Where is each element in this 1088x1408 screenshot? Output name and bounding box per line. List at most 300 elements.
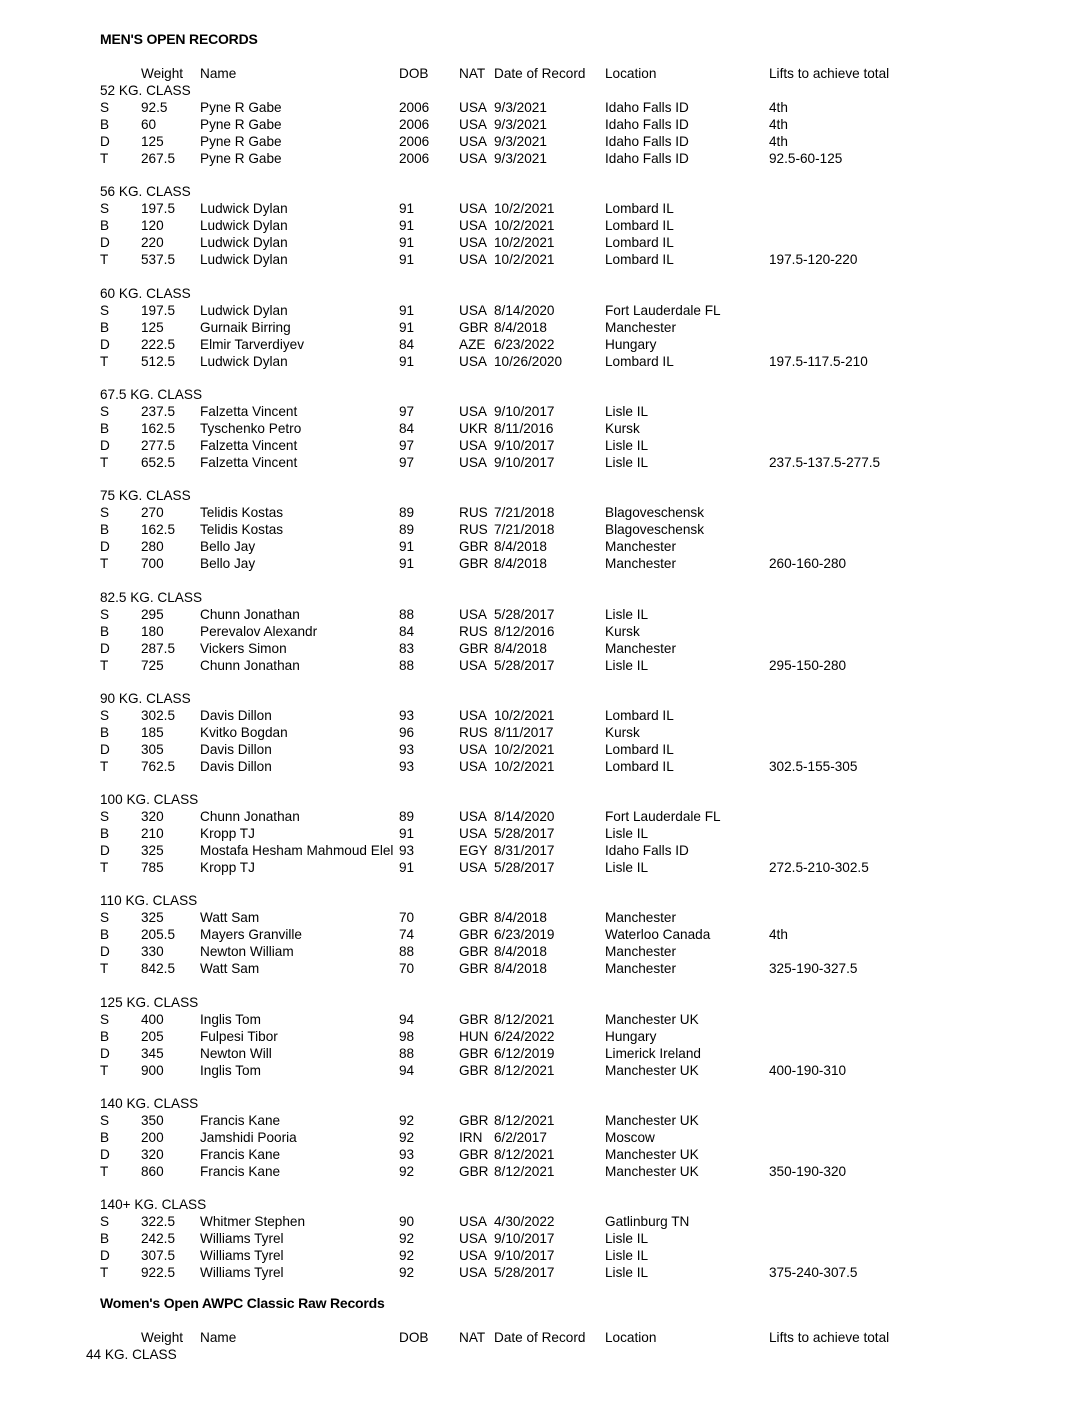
record-dob: 97 bbox=[399, 438, 415, 453]
record-weight: 325 bbox=[141, 843, 164, 858]
record-row bbox=[0, 133, 1088, 150]
weight-class-label: 110 KG. CLASS bbox=[100, 893, 198, 908]
record-code: B bbox=[100, 117, 110, 132]
record-nat: IRN bbox=[459, 1130, 483, 1145]
record-lifts: 325-190-327.5 bbox=[769, 961, 858, 976]
record-code: B bbox=[100, 1130, 110, 1145]
record-row bbox=[0, 251, 1088, 268]
record-weight: 345 bbox=[141, 1046, 164, 1061]
record-nat: GBR bbox=[459, 927, 489, 942]
record-nat: USA bbox=[459, 218, 487, 233]
record-date: 7/21/2018 bbox=[494, 505, 555, 520]
record-name: Telidis Kostas bbox=[200, 505, 284, 520]
record-date: 9/3/2021 bbox=[494, 117, 547, 132]
record-nat: USA bbox=[459, 303, 487, 318]
record-date: 8/4/2018 bbox=[494, 961, 547, 976]
record-name: Falzetta Vincent bbox=[200, 438, 298, 453]
record-code: S bbox=[100, 201, 110, 216]
record-location: Lombard IL bbox=[605, 708, 674, 723]
col-date: Date of Record bbox=[494, 66, 586, 81]
record-weight: 320 bbox=[141, 1147, 164, 1162]
record-nat: USA bbox=[459, 354, 487, 369]
record-row bbox=[0, 504, 1088, 521]
record-date: 8/4/2018 bbox=[494, 641, 547, 656]
record-dob: 92 bbox=[399, 1130, 415, 1145]
record-code: B bbox=[100, 927, 110, 942]
record-weight: 305 bbox=[141, 742, 164, 757]
record-weight: 180 bbox=[141, 624, 164, 639]
record-location: Manchester bbox=[605, 961, 677, 976]
record-location: Lisle IL bbox=[605, 455, 649, 470]
record-dob: 93 bbox=[399, 708, 415, 723]
record-name: Williams Tyrel bbox=[200, 1265, 284, 1280]
record-code: S bbox=[100, 303, 110, 318]
record-nat: RUS bbox=[459, 505, 488, 520]
record-weight: 267.5 bbox=[141, 151, 176, 166]
record-weight: 277.5 bbox=[141, 438, 176, 453]
record-dob: 91 bbox=[399, 826, 415, 841]
record-name: Kropp TJ bbox=[200, 826, 255, 841]
record-row bbox=[0, 555, 1088, 572]
record-nat: USA bbox=[459, 117, 487, 132]
record-code: T bbox=[100, 860, 109, 875]
record-nat: RUS bbox=[459, 624, 488, 639]
record-dob: 91 bbox=[399, 218, 415, 233]
record-weight: 125 bbox=[141, 320, 164, 335]
record-weight: 785 bbox=[141, 860, 164, 875]
record-name: Watt Sam bbox=[200, 910, 260, 925]
record-weight: 320 bbox=[141, 809, 164, 824]
weight-class-label: 56 KG. CLASS bbox=[100, 184, 191, 199]
record-weight: 842.5 bbox=[141, 961, 176, 976]
record-location: Lisle IL bbox=[605, 1265, 649, 1280]
record-location: Lisle IL bbox=[605, 658, 649, 673]
record-code: D bbox=[100, 438, 110, 453]
record-dob: 91 bbox=[399, 354, 415, 369]
record-location: Idaho Falls ID bbox=[605, 100, 689, 115]
record-name: Inglis Tom bbox=[200, 1012, 261, 1027]
record-name: Gurnaik Birring bbox=[200, 320, 291, 335]
record-date: 9/10/2017 bbox=[494, 1231, 555, 1246]
record-nat: USA bbox=[459, 151, 487, 166]
record-code: T bbox=[100, 151, 109, 166]
weight-class-label: 67.5 KG. CLASS bbox=[100, 387, 203, 402]
record-weight: 210 bbox=[141, 826, 164, 841]
record-nat: USA bbox=[459, 404, 487, 419]
record-dob: 2006 bbox=[399, 151, 430, 166]
record-name: Jamshidi Pooria bbox=[200, 1130, 297, 1145]
record-weight: 125 bbox=[141, 134, 164, 149]
record-row bbox=[0, 1129, 1088, 1146]
record-location: Idaho Falls ID bbox=[605, 843, 689, 858]
record-weight: 287.5 bbox=[141, 641, 176, 656]
record-dob: 92 bbox=[399, 1265, 415, 1280]
weight-class-label: 60 KG. CLASS bbox=[100, 286, 191, 301]
record-location: Manchester UK bbox=[605, 1113, 699, 1128]
record-name: Newton Will bbox=[200, 1046, 272, 1061]
record-dob: 98 bbox=[399, 1029, 415, 1044]
record-location: Lombard IL bbox=[605, 742, 674, 757]
record-dob: 2006 bbox=[399, 134, 430, 149]
record-dob: 91 bbox=[399, 303, 415, 318]
record-date: 8/12/2021 bbox=[494, 1063, 555, 1078]
record-location: Waterloo Canada bbox=[605, 927, 711, 942]
record-weight: 162.5 bbox=[141, 421, 176, 436]
record-date: 8/14/2020 bbox=[494, 303, 555, 318]
record-nat: GBR bbox=[459, 961, 489, 976]
record-dob: 88 bbox=[399, 944, 415, 959]
record-code: S bbox=[100, 607, 110, 622]
record-row bbox=[0, 454, 1088, 471]
record-date: 5/28/2017 bbox=[494, 826, 555, 841]
record-weight: 162.5 bbox=[141, 522, 176, 537]
record-date: 9/10/2017 bbox=[494, 404, 555, 419]
record-row bbox=[0, 825, 1088, 842]
record-location: Limerick Ireland bbox=[605, 1046, 701, 1061]
record-weight: 220 bbox=[141, 235, 164, 250]
record-date: 10/2/2021 bbox=[494, 759, 555, 774]
record-weight: 512.5 bbox=[141, 354, 176, 369]
record-weight: 922.5 bbox=[141, 1265, 176, 1280]
col-lifts: Lifts to achieve total bbox=[769, 1330, 890, 1345]
record-date: 10/2/2021 bbox=[494, 708, 555, 723]
record-date: 5/28/2017 bbox=[494, 658, 555, 673]
record-date: 5/28/2017 bbox=[494, 860, 555, 875]
record-weight: 197.5 bbox=[141, 303, 176, 318]
record-weight: 197.5 bbox=[141, 201, 176, 216]
record-lifts: 4th bbox=[769, 100, 788, 115]
record-nat: USA bbox=[459, 809, 487, 824]
record-code: B bbox=[100, 522, 110, 537]
weight-class-label: 140+ KG. CLASS bbox=[100, 1197, 207, 1212]
record-weight: 652.5 bbox=[141, 455, 176, 470]
record-name: Elmir Tarverdiyev bbox=[200, 337, 304, 352]
record-lifts: 4th bbox=[769, 927, 788, 942]
record-location: Manchester UK bbox=[605, 1164, 699, 1179]
record-name: Francis Kane bbox=[200, 1113, 281, 1128]
record-code: D bbox=[100, 641, 110, 656]
record-name: Pyne R Gabe bbox=[200, 117, 282, 132]
record-date: 9/10/2017 bbox=[494, 455, 555, 470]
record-name: Inglis Tom bbox=[200, 1063, 261, 1078]
record-location: Manchester bbox=[605, 539, 677, 554]
record-row bbox=[0, 741, 1088, 758]
record-name: Kvitko Bogdan bbox=[200, 725, 288, 740]
record-location: Idaho Falls ID bbox=[605, 134, 689, 149]
record-weight: 205.5 bbox=[141, 927, 176, 942]
record-lifts: 272.5-210-302.5 bbox=[769, 860, 869, 875]
record-location: Fort Lauderdale FL bbox=[605, 303, 721, 318]
record-row bbox=[0, 842, 1088, 859]
col-name: Name bbox=[200, 66, 237, 81]
record-date: 10/26/2020 bbox=[494, 354, 563, 369]
record-dob: 2006 bbox=[399, 117, 430, 132]
record-weight: 860 bbox=[141, 1164, 164, 1179]
record-location: Lombard IL bbox=[605, 354, 674, 369]
record-dob: 91 bbox=[399, 556, 415, 571]
record-weight: 295 bbox=[141, 607, 164, 622]
record-nat: USA bbox=[459, 1248, 487, 1263]
record-date: 8/12/2021 bbox=[494, 1164, 555, 1179]
record-nat: HUN bbox=[459, 1029, 489, 1044]
record-location: Manchester bbox=[605, 944, 677, 959]
record-location: Hungary bbox=[605, 337, 657, 352]
weight-class-label: 82.5 KG. CLASS bbox=[100, 590, 203, 605]
record-weight: 205 bbox=[141, 1029, 164, 1044]
record-name: Falzetta Vincent bbox=[200, 404, 298, 419]
record-dob: 91 bbox=[399, 201, 415, 216]
record-nat: GBR bbox=[459, 1147, 489, 1162]
record-weight: 270 bbox=[141, 505, 164, 520]
record-date: 10/2/2021 bbox=[494, 742, 555, 757]
col-nat: NAT bbox=[459, 66, 486, 81]
record-row bbox=[0, 521, 1088, 538]
record-name: Francis Kane bbox=[200, 1147, 281, 1162]
record-name: Mayers Granville bbox=[200, 927, 302, 942]
record-date: 9/10/2017 bbox=[494, 438, 555, 453]
weight-class-label: 52 KG. CLASS bbox=[100, 83, 191, 98]
record-date: 8/12/2016 bbox=[494, 624, 555, 639]
record-date: 8/12/2021 bbox=[494, 1113, 555, 1128]
record-name: Ludwick Dylan bbox=[200, 303, 288, 318]
weight-class-label: 140 KG. CLASS bbox=[100, 1096, 199, 1111]
record-row bbox=[0, 116, 1088, 133]
record-row bbox=[0, 1062, 1088, 1079]
record-nat: GBR bbox=[459, 320, 489, 335]
record-code: S bbox=[100, 1012, 110, 1027]
record-dob: 91 bbox=[399, 252, 415, 267]
record-row bbox=[0, 1011, 1088, 1028]
record-dob: 89 bbox=[399, 522, 415, 537]
record-row bbox=[0, 420, 1088, 437]
record-location: Manchester UK bbox=[605, 1147, 699, 1162]
col-location: Location bbox=[605, 1330, 657, 1345]
record-code: B bbox=[100, 624, 110, 639]
record-code: B bbox=[100, 218, 110, 233]
record-weight: 330 bbox=[141, 944, 164, 959]
record-dob: 74 bbox=[399, 927, 415, 942]
record-dob: 92 bbox=[399, 1248, 415, 1263]
record-date: 8/4/2018 bbox=[494, 910, 547, 925]
col-nat: NAT bbox=[459, 1330, 486, 1345]
record-dob: 92 bbox=[399, 1231, 415, 1246]
record-code: T bbox=[100, 961, 109, 976]
record-date: 9/3/2021 bbox=[494, 151, 547, 166]
record-dob: 96 bbox=[399, 725, 415, 740]
women-open-records-title: Women's Open AWPC Classic Raw Records bbox=[100, 1295, 385, 1311]
record-weight: 200 bbox=[141, 1130, 164, 1145]
record-dob: 90 bbox=[399, 1214, 415, 1229]
record-nat: USA bbox=[459, 607, 487, 622]
record-name: Williams Tyrel bbox=[200, 1248, 284, 1263]
record-row bbox=[0, 1146, 1088, 1163]
weight-class-label: 125 KG. CLASS bbox=[100, 995, 199, 1010]
weight-class-label: 75 KG. CLASS bbox=[100, 488, 191, 503]
record-name: Ludwick Dylan bbox=[200, 218, 288, 233]
record-lifts: 350-190-320 bbox=[769, 1164, 847, 1179]
record-name: Fulpesi Tibor bbox=[200, 1029, 278, 1044]
record-code: D bbox=[100, 134, 110, 149]
record-code: B bbox=[100, 421, 110, 436]
record-weight: 537.5 bbox=[141, 252, 176, 267]
record-location: Kursk bbox=[605, 421, 640, 436]
record-row bbox=[0, 336, 1088, 353]
record-name: Chunn Jonathan bbox=[200, 658, 300, 673]
record-location: Manchester bbox=[605, 556, 677, 571]
record-name: Pyne R Gabe bbox=[200, 134, 282, 149]
col-name: Name bbox=[200, 1330, 237, 1345]
record-date: 8/4/2018 bbox=[494, 556, 547, 571]
record-location: Idaho Falls ID bbox=[605, 151, 689, 166]
record-location: Kursk bbox=[605, 725, 640, 740]
record-dob: 93 bbox=[399, 843, 415, 858]
record-name: Kropp TJ bbox=[200, 860, 255, 875]
record-date: 7/21/2018 bbox=[494, 522, 555, 537]
record-code: B bbox=[100, 725, 110, 740]
record-row bbox=[0, 200, 1088, 217]
record-code: D bbox=[100, 539, 110, 554]
record-dob: 91 bbox=[399, 235, 415, 250]
record-row bbox=[0, 943, 1088, 960]
record-name: Tyschenko Petro bbox=[200, 421, 302, 436]
record-nat: UKR bbox=[459, 421, 488, 436]
record-nat: GBR bbox=[459, 1063, 489, 1078]
record-weight: 725 bbox=[141, 658, 164, 673]
record-nat: EGY bbox=[459, 843, 488, 858]
record-location: Lombard IL bbox=[605, 235, 674, 250]
record-name: Davis Dillon bbox=[200, 708, 272, 723]
record-date: 6/24/2022 bbox=[494, 1029, 555, 1044]
record-location: Lombard IL bbox=[605, 252, 674, 267]
record-code: T bbox=[100, 354, 109, 369]
record-code: S bbox=[100, 809, 110, 824]
record-nat: USA bbox=[459, 252, 487, 267]
record-nat: USA bbox=[459, 1214, 487, 1229]
record-row bbox=[0, 1264, 1088, 1281]
record-name: Vickers Simon bbox=[200, 641, 287, 656]
record-weight: 322.5 bbox=[141, 1214, 176, 1229]
record-nat: GBR bbox=[459, 1113, 489, 1128]
record-dob: 84 bbox=[399, 337, 415, 352]
record-row bbox=[0, 1112, 1088, 1129]
record-name: Telidis Kostas bbox=[200, 522, 284, 537]
record-lifts: 197.5-120-220 bbox=[769, 252, 858, 267]
record-code: T bbox=[100, 1164, 109, 1179]
record-code: D bbox=[100, 742, 110, 757]
record-date: 6/2/2017 bbox=[494, 1130, 547, 1145]
record-weight: 237.5 bbox=[141, 404, 176, 419]
record-code: T bbox=[100, 556, 109, 571]
record-date: 8/4/2018 bbox=[494, 320, 547, 335]
record-row bbox=[0, 1045, 1088, 1062]
record-code: T bbox=[100, 252, 109, 267]
record-code: D bbox=[100, 1248, 110, 1263]
record-nat: GBR bbox=[459, 539, 489, 554]
record-dob: 93 bbox=[399, 1147, 415, 1162]
record-code: S bbox=[100, 100, 110, 115]
record-dob: 84 bbox=[399, 421, 415, 436]
record-lifts: 197.5-117.5-210 bbox=[769, 354, 868, 369]
record-row bbox=[0, 909, 1088, 926]
record-weight: 222.5 bbox=[141, 337, 176, 352]
record-nat: GBR bbox=[459, 1164, 489, 1179]
record-dob: 91 bbox=[399, 860, 415, 875]
record-location: Lisle IL bbox=[605, 860, 649, 875]
record-nat: GBR bbox=[459, 556, 489, 571]
record-nat: RUS bbox=[459, 725, 488, 740]
record-location: Moscow bbox=[605, 1130, 655, 1145]
record-code: T bbox=[100, 1265, 109, 1280]
record-location: Lombard IL bbox=[605, 218, 674, 233]
record-lifts: 4th bbox=[769, 134, 788, 149]
record-row bbox=[0, 859, 1088, 876]
record-dob: 88 bbox=[399, 1046, 415, 1061]
record-weight: 307.5 bbox=[141, 1248, 176, 1263]
record-location: Manchester bbox=[605, 320, 677, 335]
record-nat: USA bbox=[459, 1231, 487, 1246]
record-code: S bbox=[100, 1113, 110, 1128]
record-code: B bbox=[100, 826, 110, 841]
record-dob: 70 bbox=[399, 910, 415, 925]
record-weight: 185 bbox=[141, 725, 164, 740]
record-name: Bello Jay bbox=[200, 556, 256, 571]
record-date: 6/23/2022 bbox=[494, 337, 555, 352]
record-name: Ludwick Dylan bbox=[200, 201, 288, 216]
record-name: Ludwick Dylan bbox=[200, 235, 288, 250]
record-name: Ludwick Dylan bbox=[200, 252, 288, 267]
record-row bbox=[0, 606, 1088, 623]
record-row bbox=[0, 234, 1088, 251]
record-code: B bbox=[100, 320, 110, 335]
col-location: Location bbox=[605, 66, 657, 81]
record-row bbox=[0, 150, 1088, 167]
record-nat: GBR bbox=[459, 910, 489, 925]
record-code: D bbox=[100, 337, 110, 352]
record-date: 8/31/2017 bbox=[494, 843, 555, 858]
record-location: Lombard IL bbox=[605, 201, 674, 216]
record-row bbox=[0, 403, 1088, 420]
record-lifts: 295-150-280 bbox=[769, 658, 847, 673]
weight-class-label: 100 KG. CLASS bbox=[100, 792, 199, 807]
record-location: Blagoveschensk bbox=[605, 522, 704, 537]
record-code: S bbox=[100, 1214, 110, 1229]
record-location: Lisle IL bbox=[605, 438, 649, 453]
record-date: 5/28/2017 bbox=[494, 1265, 555, 1280]
record-dob: 88 bbox=[399, 607, 415, 622]
record-row bbox=[0, 758, 1088, 775]
record-lifts: 237.5-137.5-277.5 bbox=[769, 455, 881, 470]
record-dob: 97 bbox=[399, 404, 415, 419]
record-lifts: 375-240-307.5 bbox=[769, 1265, 858, 1280]
record-weight: 302.5 bbox=[141, 708, 176, 723]
record-location: Hungary bbox=[605, 1029, 657, 1044]
record-weight: 325 bbox=[141, 910, 164, 925]
record-row bbox=[0, 302, 1088, 319]
record-date: 10/2/2021 bbox=[494, 201, 555, 216]
record-weight: 350 bbox=[141, 1113, 164, 1128]
record-name: Williams Tyrel bbox=[200, 1231, 284, 1246]
record-location: Lisle IL bbox=[605, 1231, 649, 1246]
record-nat: USA bbox=[459, 201, 487, 216]
record-location: Manchester UK bbox=[605, 1012, 699, 1027]
record-row bbox=[0, 217, 1088, 234]
record-nat: AZE bbox=[459, 337, 486, 352]
record-row bbox=[0, 926, 1088, 943]
record-date: 8/4/2018 bbox=[494, 539, 547, 554]
record-row bbox=[0, 657, 1088, 674]
record-name: Newton William bbox=[200, 944, 294, 959]
record-lifts: 260-160-280 bbox=[769, 556, 847, 571]
